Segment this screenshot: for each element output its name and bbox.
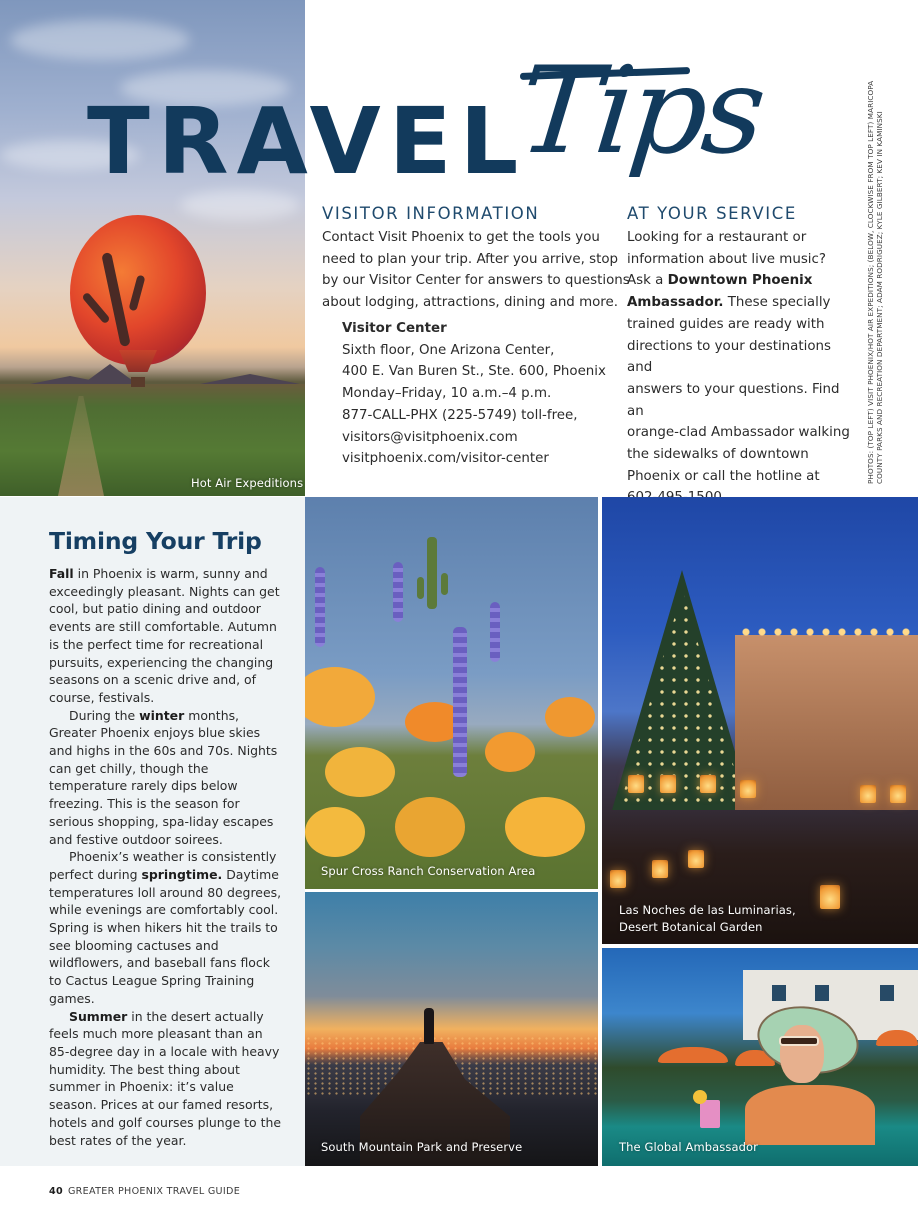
page-footer [49,1186,240,1197]
service-line: orange-clad Ambassador walking [627,425,850,441]
ambassador-bold: Ambassador. [627,295,724,311]
intro-line: by our Visitor Center for answers to questions [322,273,630,289]
service-line: the sidewalks of downtown [627,447,809,463]
visitor-center-block [342,318,606,470]
luminaria-lantern [652,860,668,878]
service-text: Ask a [627,273,668,289]
service-line: Looking for a restaurant or [627,230,807,245]
hotel-window [772,985,786,1001]
saguaro-cactus [427,537,437,609]
hot-air-balloon-photo [0,0,305,496]
visitor-information-intro [322,227,630,314]
service-line: directions to your destinations and [627,338,831,376]
season-summer: Summer [69,1008,128,1024]
service-line: trained guides are ready with [627,316,825,332]
season-winter: winter [139,707,185,723]
service-line: answers to your questions. Find an [627,381,840,419]
luminaria-lantern [660,775,676,793]
visitor-center-address-1: Sixth floor, One Arizona Center, [342,342,555,358]
page-title-tips: Tips [512,42,769,181]
timing-heading: Timing Your Trip [49,527,262,555]
luminaria-lantern [890,785,906,803]
poppy [485,732,535,772]
south-mountain-caption: South Mountain Park and Preserve [321,1140,523,1154]
spring-pre: Phoenix’s weather is consistently perfect during [49,849,277,882]
luminaria-lantern [820,885,840,909]
sunglasses [779,1036,819,1046]
fall-paragraph [49,565,285,707]
visitor-center-title: Visitor Center [342,321,447,336]
cloud-shape [10,20,190,60]
service-line [627,270,859,292]
hiker-silhouette [424,1008,434,1044]
intro-line: Contact Visit Phoenix to get the tools you [322,230,600,245]
visitor-center-website[interactable]: visitphoenix.com/visitor-center [342,451,549,467]
luminaria-lantern [610,870,626,888]
summer-paragraph [49,1008,285,1150]
summer-text: in the desert actually feels much more pleasant than an 85-degree day in a locale with heavy humidity. The best thing about summer in Phoenix: it’s value season. Prices at our famed resorts, hotels and golf courses plunge to the best rates of the year. [49,1008,282,1148]
cocktail-glass [700,1100,720,1128]
photo-credit-line: PHOTOS: (TOP LEFT) VISIT PHOENIX/HOT AIR EXPEDITIONS; (BELOW, CLOCKWISE FROM TOP LEFT) MARICOPA [866,80,875,484]
wildflowers-caption: Spur Cross Ranch Conservation Area [321,864,536,878]
poppy [325,747,395,797]
luminarias-caption-line: Las Noches de las Luminarias, [619,903,796,917]
lupine [453,627,467,777]
photo-credit-line: COUNTY PARKS AND RECREATION DEPARTMENT; ADAM RODRIGUEZ; KYLE GILBERT; KEV IN KAMINSKI [875,111,884,484]
winter-paragraph [49,707,285,849]
luminarias-caption-line: Desert Botanical Garden [619,919,763,934]
lupine [315,567,325,647]
luminaria-lantern [860,785,876,803]
visitor-center-address-2: 400 E. Van Buren St., Ste. 600, Phoenix [342,364,606,380]
service-line [627,292,859,314]
photo-credit [866,64,884,484]
luminaria-lantern [628,775,644,793]
hotel-window [815,985,829,1001]
intro-line: need to plan your trip. After you arrive, stop [322,251,619,267]
saguaro-arm [417,577,424,599]
visitor-center-email[interactable]: visitors@visitphoenix.com [342,429,518,445]
page-number: 40 [49,1186,63,1197]
luminaria-lantern [700,775,716,793]
hotel-window [880,985,894,1001]
poppy [505,797,585,857]
service-line: information about live music? [627,251,826,267]
luminaria-lantern [688,850,704,868]
season-spring: springtime. [141,866,223,882]
visitor-center-phone[interactable]: 877-CALL-PHX (225-5749) toll-free, [342,407,578,423]
poppy [305,667,375,727]
luminaria-lantern [740,780,756,798]
winter-text: months, Greater Phoenix enjoys blue skies and highs in the 60s and 70s. Nights can get chilly, though the temperature rarely dips below freezing. This is the season for serious shopping, spa-liday escapes and festive outdoor soirees. [49,707,278,847]
season-fall: Fall [49,566,74,581]
winter-pre: During the [69,707,140,723]
balloon-caption: Hot Air Expeditions [191,476,304,490]
pool-caption: The Global Ambassador [619,1140,758,1154]
swimmer-body [745,1085,875,1145]
spring-paragraph [49,848,285,1007]
timing-body [49,565,285,1149]
luminarias-caption [619,902,796,935]
wildflowers-photo [305,497,598,889]
service-line: Phoenix or call the hotline at [627,468,820,484]
lupine [490,602,500,662]
publication-name: GREATER PHOENIX TRAVEL GUIDE [67,1186,241,1197]
at-your-service-heading: AT YOUR SERVICE [627,204,797,223]
spring-text: Daytime temperatures loll around 80 degrees, while evenings are comfortably cool. Spring is when hikers hit the trails to see blooming cactuses and wildflowers, and baseball fans flock to Cactus League Spring Training games. [49,866,282,1006]
poppy [395,797,465,857]
adobe-building [735,635,918,810]
swimmer-face [780,1025,824,1083]
at-your-service-body [627,227,859,509]
poppy [305,807,365,857]
ambassador-bold: Downtown Phoenix [667,273,813,289]
service-text: These specially [723,295,831,311]
visitor-information-heading: VISITOR INFORMATION [322,204,540,223]
fall-text: in Phoenix is warm, sunny and exceedingly pleasant. Nights can get cool, but patio dining and outdoor events are still comfortable. Autumn is the perfect time for recreational pursuits, experiencing the changing seasons on a scenic drive and, of course, festivals. [49,566,280,705]
roof-luminarias [738,628,918,636]
poppy [545,697,595,737]
visitor-center-hours: Monday–Friday, 10 a.m.–4 p.m. [342,386,552,402]
lupine [393,562,403,622]
intro-line: about lodging, attractions, dining and more. [322,295,619,311]
lemon-slice [693,1090,707,1104]
saguaro-arm [441,573,448,595]
page-title-travel: TRAVEL [87,88,527,195]
balloon-basket [131,377,145,387]
